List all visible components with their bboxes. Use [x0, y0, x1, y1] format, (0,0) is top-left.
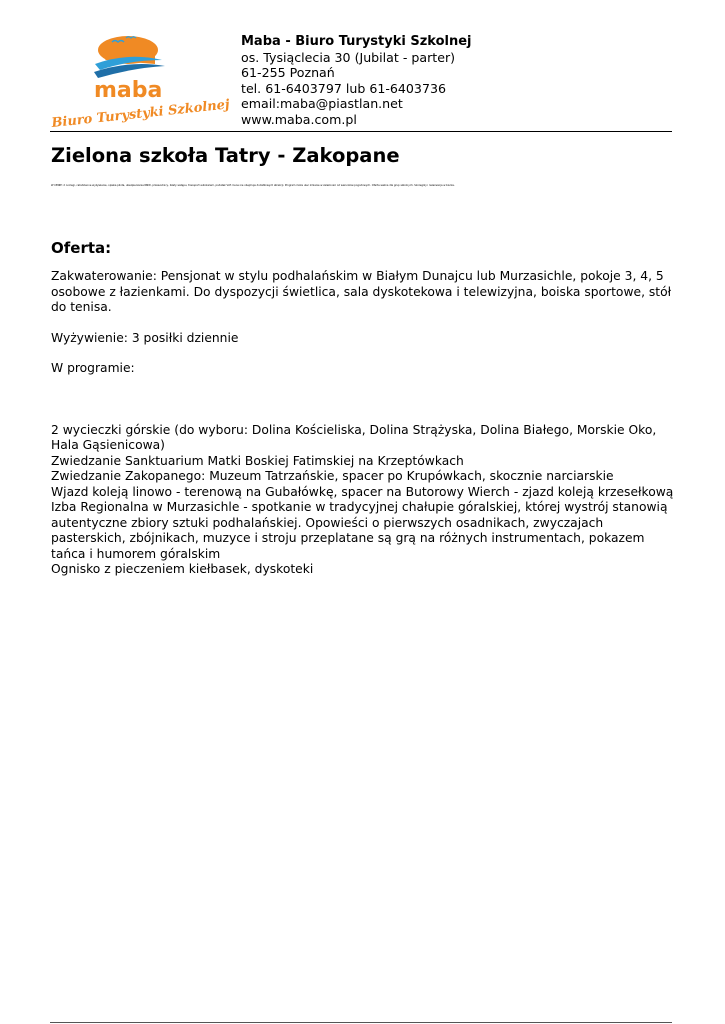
company-website: www.maba.com.pl [241, 111, 357, 127]
program-list [51, 423, 676, 578]
company-info [241, 34, 472, 128]
company-name: Maba - Biuro Turystyki Szkolnej [241, 34, 472, 49]
logo-word: maba [94, 78, 163, 103]
offer-content [51, 269, 676, 578]
company-email: email:maba@piastlan.net [241, 96, 403, 112]
fineprint-text: W CENIE: 2 noclegi, całodzienne wyżywienie, opieka pilota, ubezpieczenie NNW, przewodnicy, bilety wstępu, transport autokarem, podatek VAT. Cena nie obejmuje dodatkowych atrakcji. Program może ulec zmianie w zależności od warunków pogodowych. Oferta ważna dla grup szkolnych. Szczegóły i rezerwacja w biurze. [51, 184, 455, 187]
logo-tagline: Biuro Turystyki Szkolnej [50, 97, 230, 130]
program-item: Izba Regionalna w Murzasichle - spotkanie w tradycyjnej chałupie góralskiej, której wystrój stanowią autentyczne zbiory sztuki podhalańskiej. Opowieści o pierwszych osadnikach, zwyczajach pasterskich, zbójnikach, muzyce i stroju przeplatane są grą na różnych instrumentach, pokazem tańca i humorem góralskim [51, 500, 668, 561]
company-address: os. Tysiąclecia 30 (Jubilat - parter) [241, 49, 456, 65]
logo-graphic [50, 30, 230, 130]
program-item: 2 wycieczki górskie (do wyboru: Dolina Kościeliska, Dolina Strążyska, Dolina Białego, Morskie Oko, Hala Gąsienicowa) [51, 422, 657, 452]
offer-heading: Oferta: [51, 239, 112, 257]
company-logo [50, 30, 230, 130]
program-item: Ognisko z pieczeniem kiełbasek, dyskoteki [51, 562, 314, 576]
company-phone: tel. 61-6403797 lub 61-6403736 [241, 80, 446, 96]
accommodation-text: Zakwaterowanie: Pensjonat w stylu podhalańskim w Białym Dunajcu lub Murzasichle, pokoje 3, 4, 5 osobowe z łazienkami. Do dyspozycji świetlica, sala dyskotekowa i telewizyjna, boiska sportowe, stół do tenisa. [51, 269, 672, 314]
document-title: Zielona szkoła Tatry - Zakopane [51, 144, 400, 167]
program-label: W programie: [51, 361, 135, 375]
program-item: Wjazd koleją linowo - terenową na Gubałówkę, spacer na Butorowy Wierch - zjazd koleją krzesełkową [51, 484, 674, 499]
meals-text: Wyżywienie: 3 posiłki dziennie [51, 330, 239, 345]
program-item: Zwiedzanie Zakopanego: Muzeum Tatrzańskie, spacer po Krupówkach, skocznie narciarskie [51, 469, 614, 483]
program-item: Zwiedzanie Sanktuarium Matki Boskiej Fatimskiej na Krzeptówkach [51, 453, 464, 468]
footer-divider [50, 1022, 672, 1023]
company-postal-city: 61-255 Poznań [241, 65, 335, 81]
header-divider [50, 131, 672, 132]
